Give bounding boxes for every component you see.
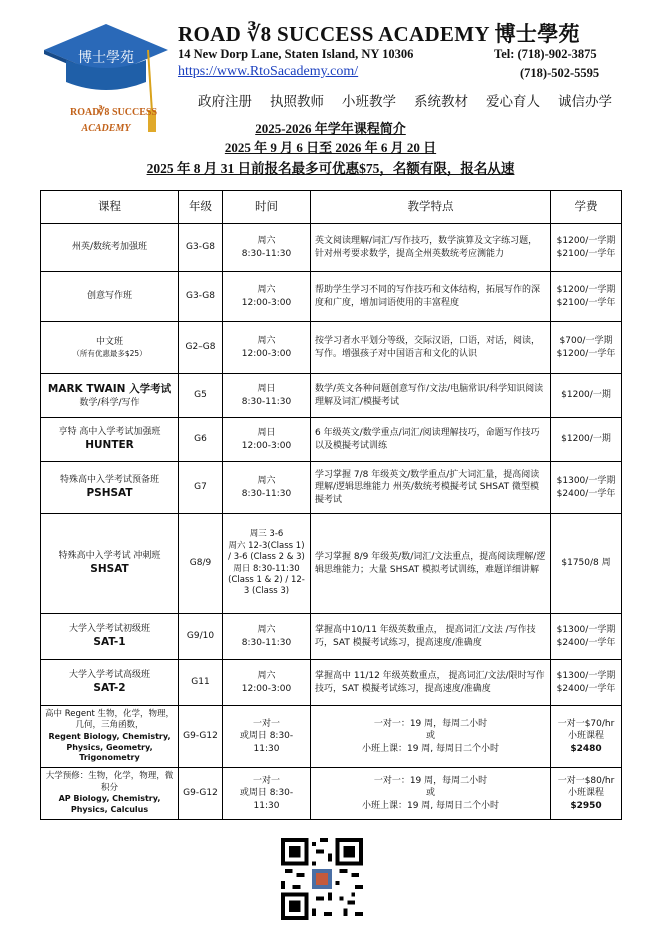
table-header-row (41, 191, 622, 224)
grade-cell: G8/9 (179, 514, 223, 614)
date-range: 2025 年 9 月 6 日至 2026 年 6 月 20 日 (224, 140, 437, 155)
fee-cell: $1200/一期 (551, 418, 622, 462)
phone-2: (718)-502-5595 (520, 66, 600, 80)
table-row (41, 514, 622, 614)
course-cell: 创意写作班 (41, 272, 179, 322)
fee-cell: $1300/一学期 $2400/一学年 (551, 462, 622, 514)
logo-road: ROAD (70, 107, 100, 118)
table-row (41, 224, 622, 272)
slogan-item: 小班教学 (342, 94, 396, 110)
fee-cell: $700/一学期 $1200/一学年 (551, 322, 622, 374)
table-row (41, 462, 622, 514)
fee-cell: $1300/一学期 $2400/一学年 (551, 660, 622, 706)
svg-text:∛8: ∛8 (98, 107, 110, 118)
grade-cell: G9-G12 (179, 768, 223, 820)
table-row (41, 660, 622, 706)
time-cell: 周日 12:00-3:00 (223, 418, 311, 462)
table-row (41, 272, 622, 322)
table-row (41, 322, 622, 374)
slogan-item: 政府注册 (198, 94, 252, 110)
course-cell: 大学预修：生物，化学，物理，微积分 AP Biology, Chemistry, Physics, Calculus (41, 768, 179, 820)
table-row (41, 418, 622, 462)
time-cell: 周六 8:30-11:30 (223, 224, 311, 272)
time-cell: 一对一 或周日 8:30-11:30 (223, 706, 311, 768)
qr-code[interactable] (281, 838, 363, 920)
fee-cell: 一对一$80/hr 小班课程 $2950 (551, 768, 622, 820)
slogan-item: 执照教师 (270, 94, 324, 110)
features-cell: 按学习者水平划分等级，交际汉语，口语，对话，阅读，写作。增强孩子对中国语言和文化的认识 (311, 322, 551, 374)
logo-chinese: 博士學苑 (78, 50, 134, 66)
slogan-item: 爱心育人 (486, 94, 540, 110)
fee-cell: $1200/一学期 $2100/一学年 (551, 224, 622, 272)
course-cell: 大学入学考试高级班 SAT-2 (41, 660, 179, 706)
features-cell: 学习掌握 7/8 年级英文/数学重点/扩大词汇量，提高阅读理解/逻辑思维能力 州英/数统考模擬考试 SHSAT 微型模擬考试 (311, 462, 551, 514)
col-header-fee: 学费 (551, 191, 622, 224)
fee-cell: $1200/一学期 $2100/一学年 (551, 272, 622, 322)
features-cell: 数学/英文各种问题创意写作/文法/电脑常识/科学知识阅读理解及词汇/模擬考试 (311, 374, 551, 418)
course-cell: 特殊高中入学考试 冲刺班 SHSAT (41, 514, 179, 614)
course-cell: MARK TWAIN 入学考试 数学/科学/写作 (41, 374, 179, 418)
time-cell: 周六 12:00-3:00 (223, 660, 311, 706)
program-title: 2025-2026 年学年课程简介 (255, 121, 406, 136)
features-cell: 学习掌握 8/9 年级英/数/词汇/文法重点，提高阅读理解/逻辑思维能力；大量 SHSAT 模拟考试训练，难题详细讲解 (311, 514, 551, 614)
time-cell: 周六 8:30-11:30 (223, 614, 311, 660)
phone-1: Tel: (718)-902-3875 (494, 47, 597, 61)
course-cell: 中文班 （所有优惠最多$25） (41, 322, 179, 374)
time-cell: 一对一 或周日 8:30-11:30 (223, 768, 311, 820)
time-cell: 周六 12:00-3:00 (223, 322, 311, 374)
table-row (41, 374, 622, 418)
address: 14 New Dorp Lane, Staten Island, NY 10306 (178, 47, 414, 61)
table-row (41, 706, 622, 768)
col-header-course: 课程 (41, 191, 179, 224)
fee-cell: $1200/一期 (551, 374, 622, 418)
col-header-grade: 年级 (179, 191, 223, 224)
course-cell: 高中 Regent 生物，化学，物理，几何，三角函数， Regent Biology, Chemistry, Physics, Geometry, Trigonometry (41, 706, 179, 768)
grade-cell: G3-G8 (179, 224, 223, 272)
slogan-item: 诚信办学 (558, 94, 612, 110)
features-cell: 掌握高中 11/12 年级英数重点， 提高词汇/文法/限时写作技巧，SAT 模擬考试练习，提高速度/准确度 (311, 660, 551, 706)
course-table (40, 190, 622, 820)
grade-cell: G9/10 (179, 614, 223, 660)
grade-cell: G5 (179, 374, 223, 418)
fee-cell: 一对一$70/hr 小班课程 $2480 (551, 706, 622, 768)
grade-cell: G2–G8 (179, 322, 223, 374)
grade-cell: G11 (179, 660, 223, 706)
grade-cell: G7 (179, 462, 223, 514)
slogan-item: 系统教材 (414, 94, 468, 110)
col-header-time: 时间 (223, 191, 311, 224)
features-cell: 帮助学生学习不同的写作技巧和文体结构，拓展写作的深度和广度，增加词语使用的丰富程度 (311, 272, 551, 322)
features-cell: 一对一：19 周，每周二小时 或 小班上课：19 周, 每周日二个小时 (311, 768, 551, 820)
logo-success: SUCCESS (112, 107, 158, 118)
table-row (41, 614, 622, 660)
col-header-features: 教学特点 (311, 191, 551, 224)
website-link[interactable]: https://www.RtoSacademy.com/ (178, 64, 359, 79)
logo-academy: ACADEMY (81, 123, 131, 134)
grade-cell: G9-G12 (179, 706, 223, 768)
fee-cell: $1300/一学期 $2400/一学年 (551, 614, 622, 660)
time-cell: 周日 8:30-11:30 (223, 374, 311, 418)
grade-cell: G6 (179, 418, 223, 462)
promo-line: 2025 年 8 月 31 日前报名最多可优惠$75，名额有限，报名从速 (146, 161, 515, 176)
features-cell: 掌握高中10/11 年级英数重点， 提高词汇/文法 /写作技巧，SAT 模擬考试练习，提高速度/准确度 (311, 614, 551, 660)
time-cell: 周六 12:00-3:00 (223, 272, 311, 322)
slogan-row (198, 90, 612, 110)
time-cell: 周三 3-6 周六 12-3(Class 1) / 3-6 (Class 2 & 3) 周日 8:30-11:30 (Class 1 & 2) / 12-3 (Class 3) (223, 514, 311, 614)
course-cell: 大学入学考试初级班 SAT-1 (41, 614, 179, 660)
features-cell: 6 年级英文/数学重点/词汇/阅读理解技巧，命题写作技巧以及模擬考试训练 (311, 418, 551, 462)
course-cell: 特殊高中入学考试预备班 PSHSAT (41, 462, 179, 514)
features-cell: 英文阅读理解/词汇/写作技巧，数学演算及文字练习题，针对州考要求数学，提高全州英数统考应测能力 (311, 224, 551, 272)
course-cell: 亨特 高中入学考试加强班 HUNTER (41, 418, 179, 462)
academy-title: ROAD ∛8 SUCCESS ACADEMY 博士學苑 (178, 22, 580, 46)
features-cell: 一对一：19 周，每周二小时 或 小班上课：19 周, 每周日二个小时 (311, 706, 551, 768)
time-cell: 周六 8:30-11:30 (223, 462, 311, 514)
course-cell: 州英/数统考加强班 (41, 224, 179, 272)
table-row (41, 768, 622, 820)
fee-cell: $1750/8 周 (551, 514, 622, 614)
grade-cell: G3-G8 (179, 272, 223, 322)
